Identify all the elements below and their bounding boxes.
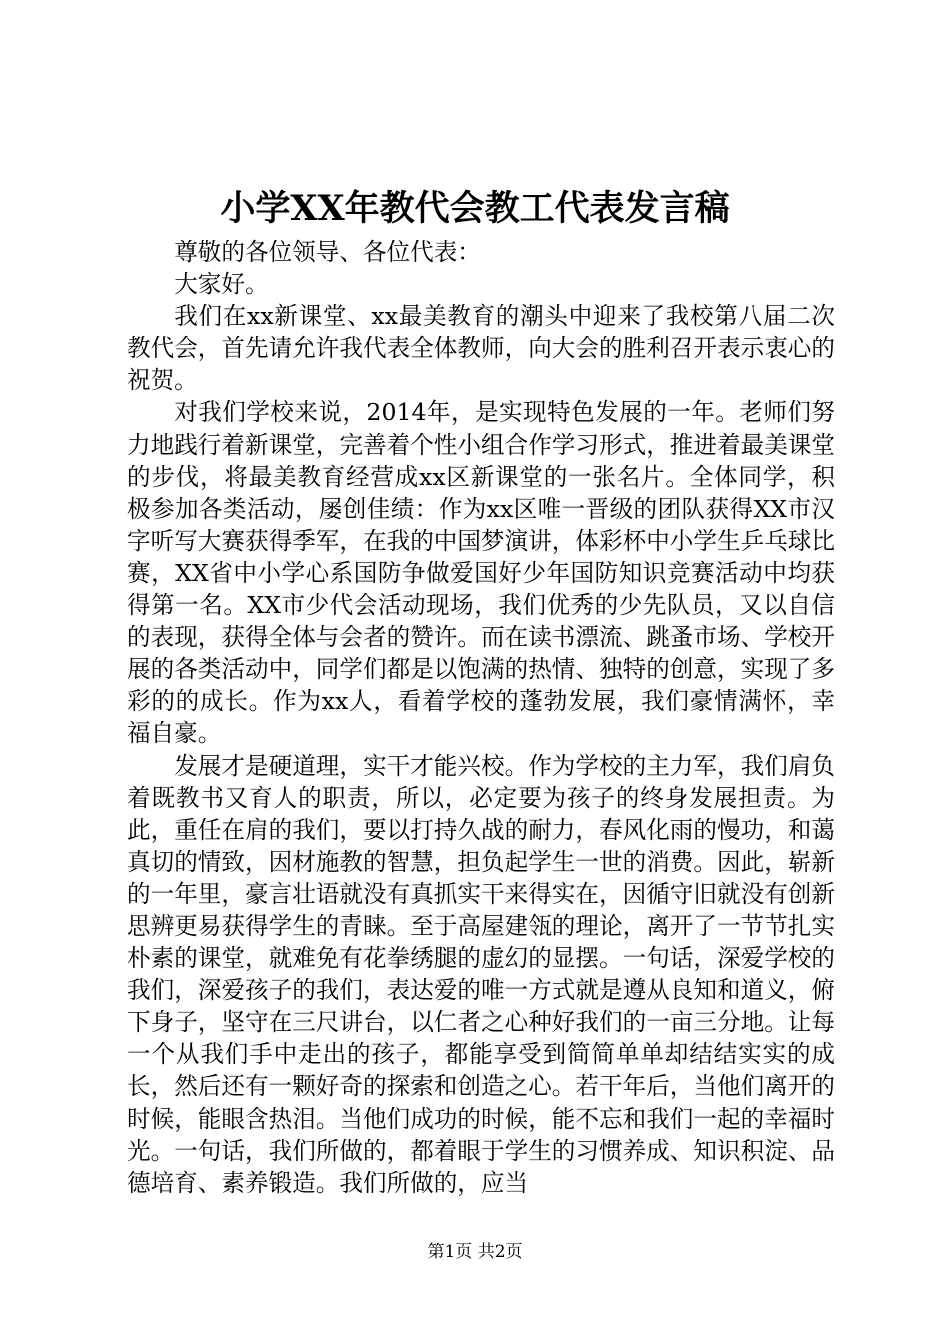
paragraph-achievements: 对我们学校来说，2014年，是实现特色发展的一年。老师们努力地践行着新课堂，完善着个性小组合作学习形式，推进着最美课堂的步伐，将最美教育经营成xx区新课堂的一张名片。全体同学，积极参加各类活动，屡创佳绩：作为xx区唯一晋级的团队获得XX市汉字听写大赛获得季军，在我的中国梦演讲，体彩杯中小学生乒乓球比赛，XX省中小学心系国防争做爱国好少年国防知识竞赛活动中均获得第一名。XX市少代会活动现场，我们优秀的少先队员，又以自信的表现，获得全体与会者的赞许。而在读书漂流、跳蚤市场、学校开展的各类活动中，同学们都是以饱满的热情、独特的创意，实现了多彩的的成长。作为xx人，看着学校的蓬勃发展，我们豪情满怀，幸福自豪。 (127, 398, 835, 748)
paragraph-opening: 我们在xx新课堂、xx最美教育的潮头中迎来了我校第八届二次教代会，首先请允许我代表全体教师，向大会的胜利召开表示衷心的祝贺。 (127, 302, 835, 395)
paragraph-responsibility: 发展才是硬道理，实干才能兴校。作为学校的主力军，我们肩负着既教书又育人的职责，所以，必定要为孩子的终身发展担责。为此，重任在肩的我们，要以打持久战的耐力，春风化雨的慢功，和蔼真切的情致，因材施教的智慧，担负起学生一世的消费。因此，崭新的一年里，豪言壮语就没有真抓实干来得实在，因循守旧就没有创新思辨更易获得学生的青睐。至于高屋建瓴的理论，离开了一节节扎实朴素的课堂，就难免有花拳绣腿的虚幻的显摆。一句话，深爱学校的我们，深爱孩子的我们，表达爱的唯一方式就是遵从良知和道义，俯下身子，坚守在三尺讲台，以仁者之心种好我们的一亩三分地。让每一个从我们手中走出的孩子，都能享受到简简单单却结结实实的成长，然后还有一颗好奇的探索和创造之心。若干年后，当他们离开的时候，能眼含热泪。当他们成功的时候，能不忘和我们一起的幸福时光。一句话，我们所做的，都着眼于学生的习惯养成、知识积淀、品德培育、素养锻造。我们所做的，应当 (127, 751, 835, 1197)
greeting: 大家好。 (174, 270, 269, 299)
salutation: 尊敬的各位领导、各位代表： (174, 238, 481, 266)
page-footer: 第1页 共2页 (427, 1242, 523, 1262)
document-title: 小学XX年教代会教工代表发言稿 (220, 188, 730, 229)
document-body (127, 236, 835, 1199)
